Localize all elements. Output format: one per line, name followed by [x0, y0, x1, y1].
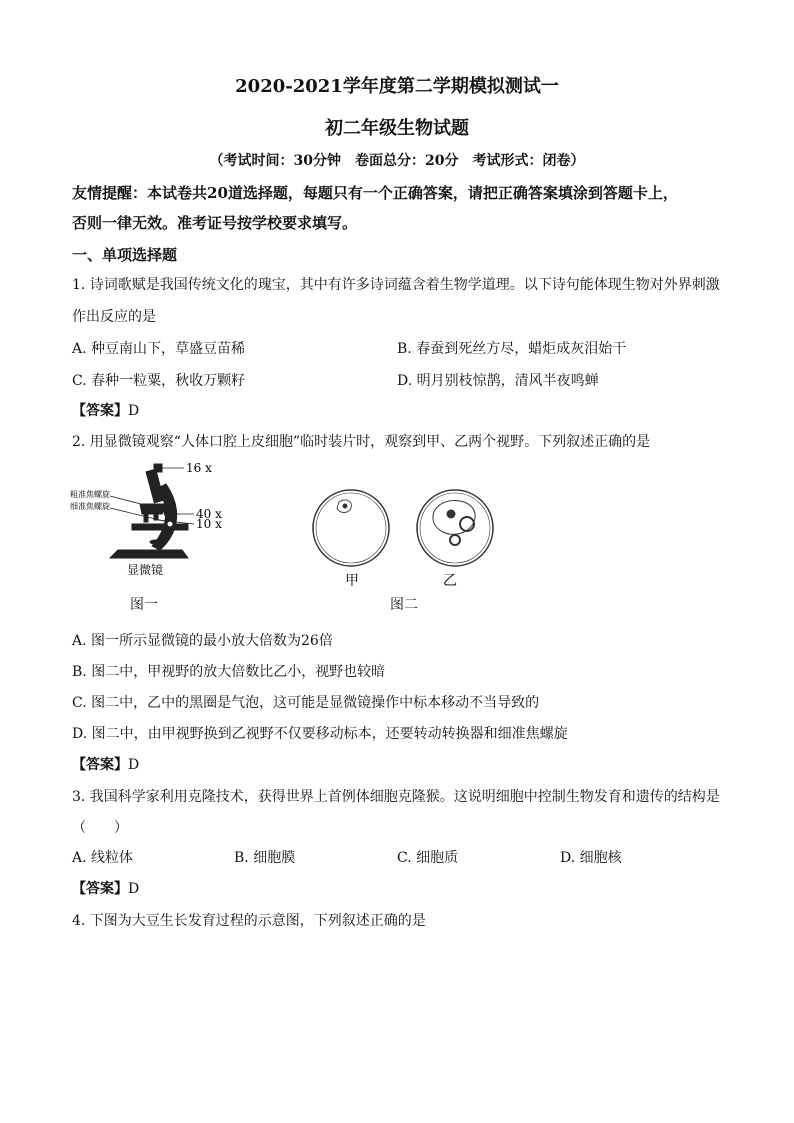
question-1-option-a: A. 种豆南山下，草盛豆苗稀: [72, 341, 246, 357]
question-2-answer: [72, 754, 139, 774]
mirror: [150, 540, 162, 544]
question-2-stem: 2. 用显微镜观察“人体口腔上皮细胞”临时装片时，观察到甲、乙两个视野。下列叙述正确的是: [72, 434, 651, 450]
objective-lens: [144, 514, 148, 522]
question-1-option-b: B. 春蚕到死丝方尽，蜡炬成灰泪始干: [397, 341, 627, 357]
notice-line-2: 否则一律无效。准考证号按学校要求填写。: [72, 214, 358, 232]
answer-value: D: [128, 881, 140, 897]
question-1-stem-line1: 1. 诗词歌赋是我国传统文化的瑰宝，其中有许多诗词蕴含着生物学道理。以下诗句能体现生物对外界刺激: [72, 277, 720, 293]
answer-value: D: [128, 403, 140, 419]
question-1-option-c: C. 春种一粒粟，秋收万颗籽: [72, 373, 246, 389]
question-1-option-d: D. 明月别枝惊鹊，清风半夜鸣蝉: [397, 373, 599, 389]
question-3-option-b: B. 细胞膜: [234, 850, 296, 866]
field-yi-label: 乙: [443, 573, 457, 588]
microscope-figure: [70, 462, 240, 577]
page-subtitle: 初二年级生物试题: [325, 118, 469, 139]
cell-large: [433, 500, 475, 545]
field-jia: [313, 490, 389, 566]
air-bubble: [460, 517, 474, 531]
answer-tag: 【答案】: [72, 403, 128, 419]
nosepiece: [140, 504, 166, 514]
field-yi: [417, 490, 493, 566]
question-3-answer: [72, 878, 139, 898]
field-jia-label: 甲: [345, 573, 359, 588]
question-2-option-d: D. 图二中，由甲视野换到乙视野不仅要移动标本，还要转动转换器和细准焦螺旋: [72, 726, 568, 742]
question-3-option-c: C. 细胞质: [397, 850, 459, 866]
figure-1-caption: 图一: [130, 597, 158, 613]
coarse-knob: [164, 506, 176, 518]
microscope-stage: [132, 524, 188, 530]
cell-small: [337, 500, 351, 513]
mag-low-label: 10 x: [196, 517, 222, 531]
question-2-option-c: C. 图二中，乙中的黑圈是气泡，这可能是显微镜操作中标本移动不当导致的: [72, 695, 540, 711]
notice-line-1: 友情提醒：本试卷共20道选择题，每题只有一个正确答案，请把正确答案填涂到答题卡上，: [72, 184, 678, 202]
figure-2-caption: 图二: [390, 597, 418, 613]
microscope-base: [110, 550, 188, 558]
question-1-stem-line2: 作出反应的是: [72, 309, 156, 325]
eyepiece: [154, 464, 162, 472]
answer-tag: 【答案】: [72, 757, 128, 773]
question-2-option-a: A. 图一所示显微镜的最小放大倍数为26倍: [72, 633, 333, 649]
question-1-answer: [72, 400, 139, 420]
fine-knob-label: 细准焦螺旋: [70, 502, 110, 511]
section-heading: 一、单项选择题: [72, 246, 178, 264]
question-3-option-d: D. 细胞核: [560, 850, 622, 866]
answer-tag: 【答案】: [72, 881, 128, 897]
question-3-stem-line2: （ ）: [72, 820, 128, 836]
question-3-option-a: A. 线粒体: [72, 850, 134, 866]
field-of-view-figure: [305, 488, 505, 588]
mag-high-label: 40 x: [196, 507, 222, 521]
mag-eyepiece-label: 16 x: [186, 462, 212, 475]
question-3-stem-line1: 3. 我国科学家利用克隆技术，获得世界上首例体细胞克隆猴。这说明细胞中控制生物发育和遗传的结构是: [72, 789, 720, 805]
question-4-stem: 4. 下图为大豆生长发育过程的示意图，下列叙述正确的是: [72, 913, 426, 929]
microscope-label: 显微镜: [127, 563, 164, 577]
answer-value: D: [128, 757, 140, 773]
question-2-option-b: B. 图二中，甲视野的放大倍数比乙小，视野也较暗: [72, 664, 386, 680]
coarse-knob-label: 粗准焦螺旋: [70, 490, 110, 499]
page-title: 2020-2021学年度第二学期模拟测试一: [235, 76, 559, 97]
exam-info: （考试时间：30分钟 卷面总分：20分 考试形式：闭卷）: [209, 153, 585, 169]
